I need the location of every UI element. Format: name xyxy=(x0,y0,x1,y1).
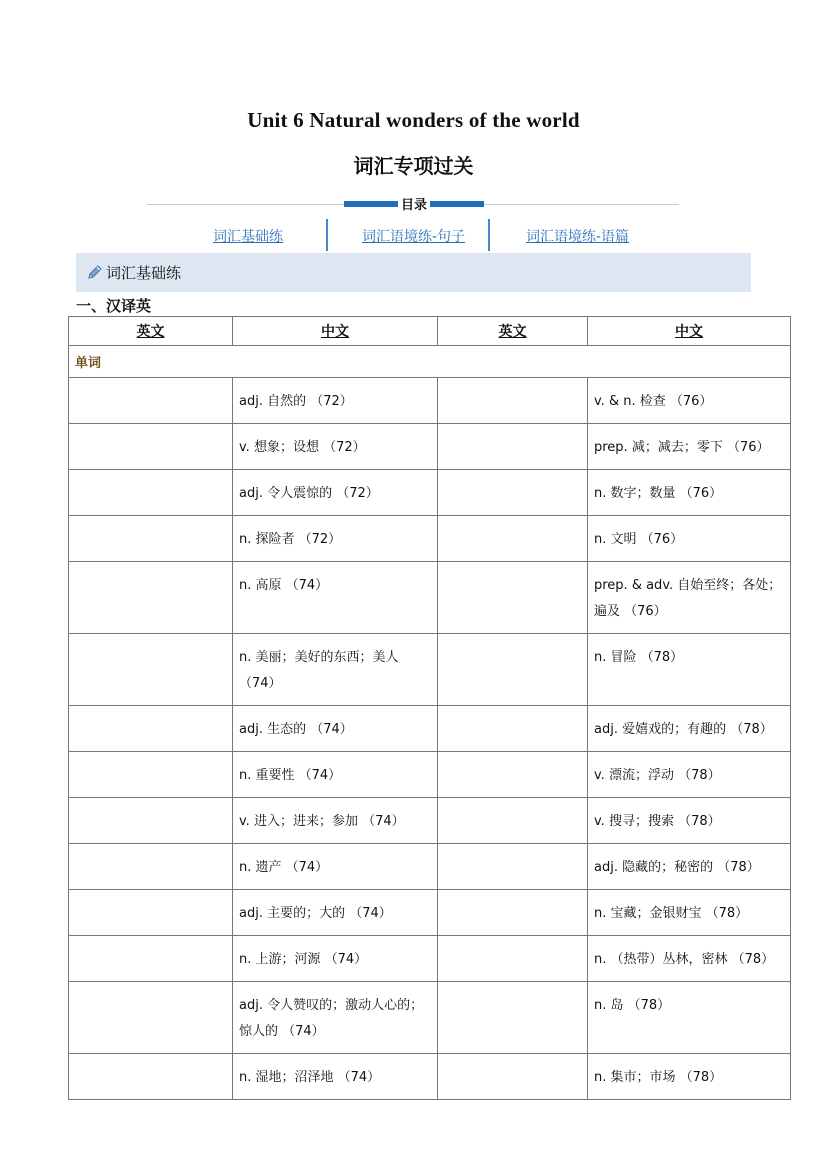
answer-cell[interactable] xyxy=(69,562,233,634)
chinese-cell: n. 遗产 （74） xyxy=(233,844,438,890)
chinese-cell: v. & n. 检查 （76） xyxy=(588,378,791,424)
answer-cell[interactable] xyxy=(438,798,588,844)
answer-cell[interactable] xyxy=(69,706,233,752)
answer-cell[interactable] xyxy=(69,378,233,424)
chinese-cell: n. 美丽；美好的东西；美人 （74） xyxy=(233,634,438,706)
table-row xyxy=(69,706,791,752)
answer-cell[interactable] xyxy=(69,1054,233,1100)
chinese-cell: adj. 生态的 （74） xyxy=(233,706,438,752)
table-row xyxy=(69,470,791,516)
table-row xyxy=(69,378,791,424)
answer-cell[interactable] xyxy=(438,982,588,1054)
toc-label: 目录 xyxy=(398,194,430,213)
toc-accent-bar-left xyxy=(344,201,398,207)
answer-cell[interactable] xyxy=(438,844,588,890)
chinese-cell: prep. & adv. 自始至终；各处；遍及 （76） xyxy=(588,562,791,634)
answer-cell[interactable] xyxy=(69,936,233,982)
answer-cell[interactable] xyxy=(69,516,233,562)
chinese-cell: n. 冒险 （78） xyxy=(588,634,791,706)
chinese-cell: n. 湿地；沼泽地 （74） xyxy=(233,1054,438,1100)
chinese-cell: v. 想象；设想 （72） xyxy=(233,424,438,470)
vocab-table xyxy=(68,316,791,1100)
answer-cell[interactable] xyxy=(69,752,233,798)
header-chinese: 中文 xyxy=(588,317,791,346)
table-header-row xyxy=(69,317,791,346)
chinese-cell: adj. 令人震惊的 （72） xyxy=(233,470,438,516)
chinese-cell: adj. 爱嬉戏的；有趣的 （78） xyxy=(588,706,791,752)
chinese-cell: prep. 减；减去；零下 （76） xyxy=(588,424,791,470)
table-row xyxy=(69,634,791,706)
chinese-cell: n. 文明 （76） xyxy=(588,516,791,562)
chinese-cell: v. 漂流；浮动 （78） xyxy=(588,752,791,798)
table-row xyxy=(69,982,791,1054)
answer-cell[interactable] xyxy=(438,752,588,798)
header-chinese: 中文 xyxy=(233,317,438,346)
answer-cell[interactable] xyxy=(69,798,233,844)
chinese-cell: n. 重要性 （74） xyxy=(233,752,438,798)
chinese-cell: v. 进入；进来；参加 （74） xyxy=(233,798,438,844)
chinese-cell: adj. 自然的 （72） xyxy=(233,378,438,424)
table-row xyxy=(69,936,791,982)
part-heading: 一、汉译英 xyxy=(76,297,152,315)
answer-cell[interactable] xyxy=(438,706,588,752)
chinese-cell: n. 数字；数量 （76） xyxy=(588,470,791,516)
answer-cell[interactable] xyxy=(69,844,233,890)
answer-cell[interactable] xyxy=(69,424,233,470)
header-english: 英文 xyxy=(69,317,233,346)
answer-cell[interactable] xyxy=(69,634,233,706)
pencil-icon xyxy=(86,263,104,281)
answer-cell[interactable] xyxy=(438,634,588,706)
chinese-cell: adj. 主要的；大的 （74） xyxy=(233,890,438,936)
chinese-cell: adj. 隐藏的；秘密的 （78） xyxy=(588,844,791,890)
chinese-cell: n. 高原 （74） xyxy=(233,562,438,634)
page-title: Unit 6 Natural wonders of the world xyxy=(247,108,580,132)
table-row xyxy=(69,798,791,844)
chinese-cell: n. 上游；河源 （74） xyxy=(233,936,438,982)
toc-link-vocab-context-passage[interactable]: 词汇语境练-语篇 xyxy=(526,229,630,245)
answer-cell[interactable] xyxy=(69,982,233,1054)
toc-separator xyxy=(488,219,490,251)
toc-accent-bar-right xyxy=(430,201,484,207)
table-row xyxy=(69,1054,791,1100)
toc-link-vocab-context-sentences[interactable]: 词汇语境练-句子 xyxy=(362,229,466,245)
answer-cell[interactable] xyxy=(438,470,588,516)
answer-cell[interactable] xyxy=(69,890,233,936)
chinese-cell: n. 探险者 （72） xyxy=(233,516,438,562)
answer-cell[interactable] xyxy=(438,516,588,562)
group-label: 单词 xyxy=(69,346,791,378)
section-label: 词汇基础练 xyxy=(106,264,182,282)
table-row xyxy=(69,752,791,798)
answer-cell[interactable] xyxy=(438,562,588,634)
chinese-cell: adj. 令人赞叹的；激动人心的；惊人的 （74） xyxy=(233,982,438,1054)
answer-cell[interactable] xyxy=(438,890,588,936)
answer-cell[interactable] xyxy=(69,470,233,516)
table-row xyxy=(69,844,791,890)
page-subtitle: 词汇专项过关 xyxy=(353,154,474,178)
chinese-cell: n. （热带）丛林，密林 （78） xyxy=(588,936,791,982)
table-row xyxy=(69,424,791,470)
table-row xyxy=(69,516,791,562)
answer-cell[interactable] xyxy=(438,936,588,982)
chinese-cell: n. 集市；市场 （78） xyxy=(588,1054,791,1100)
answer-cell[interactable] xyxy=(438,378,588,424)
chinese-cell: n. 岛 （78） xyxy=(588,982,791,1054)
group-row xyxy=(69,346,791,378)
answer-cell[interactable] xyxy=(438,1054,588,1100)
header-english: 英文 xyxy=(438,317,588,346)
toc-separator xyxy=(326,219,328,251)
table-row xyxy=(69,890,791,936)
answer-cell[interactable] xyxy=(438,424,588,470)
table-row xyxy=(69,562,791,634)
chinese-cell: v. 搜寻；搜索 （78） xyxy=(588,798,791,844)
chinese-cell: n. 宝藏；金银财宝 （78） xyxy=(588,890,791,936)
toc-link-vocab-basics[interactable]: 词汇基础练 xyxy=(213,229,283,245)
section-header xyxy=(76,253,751,292)
